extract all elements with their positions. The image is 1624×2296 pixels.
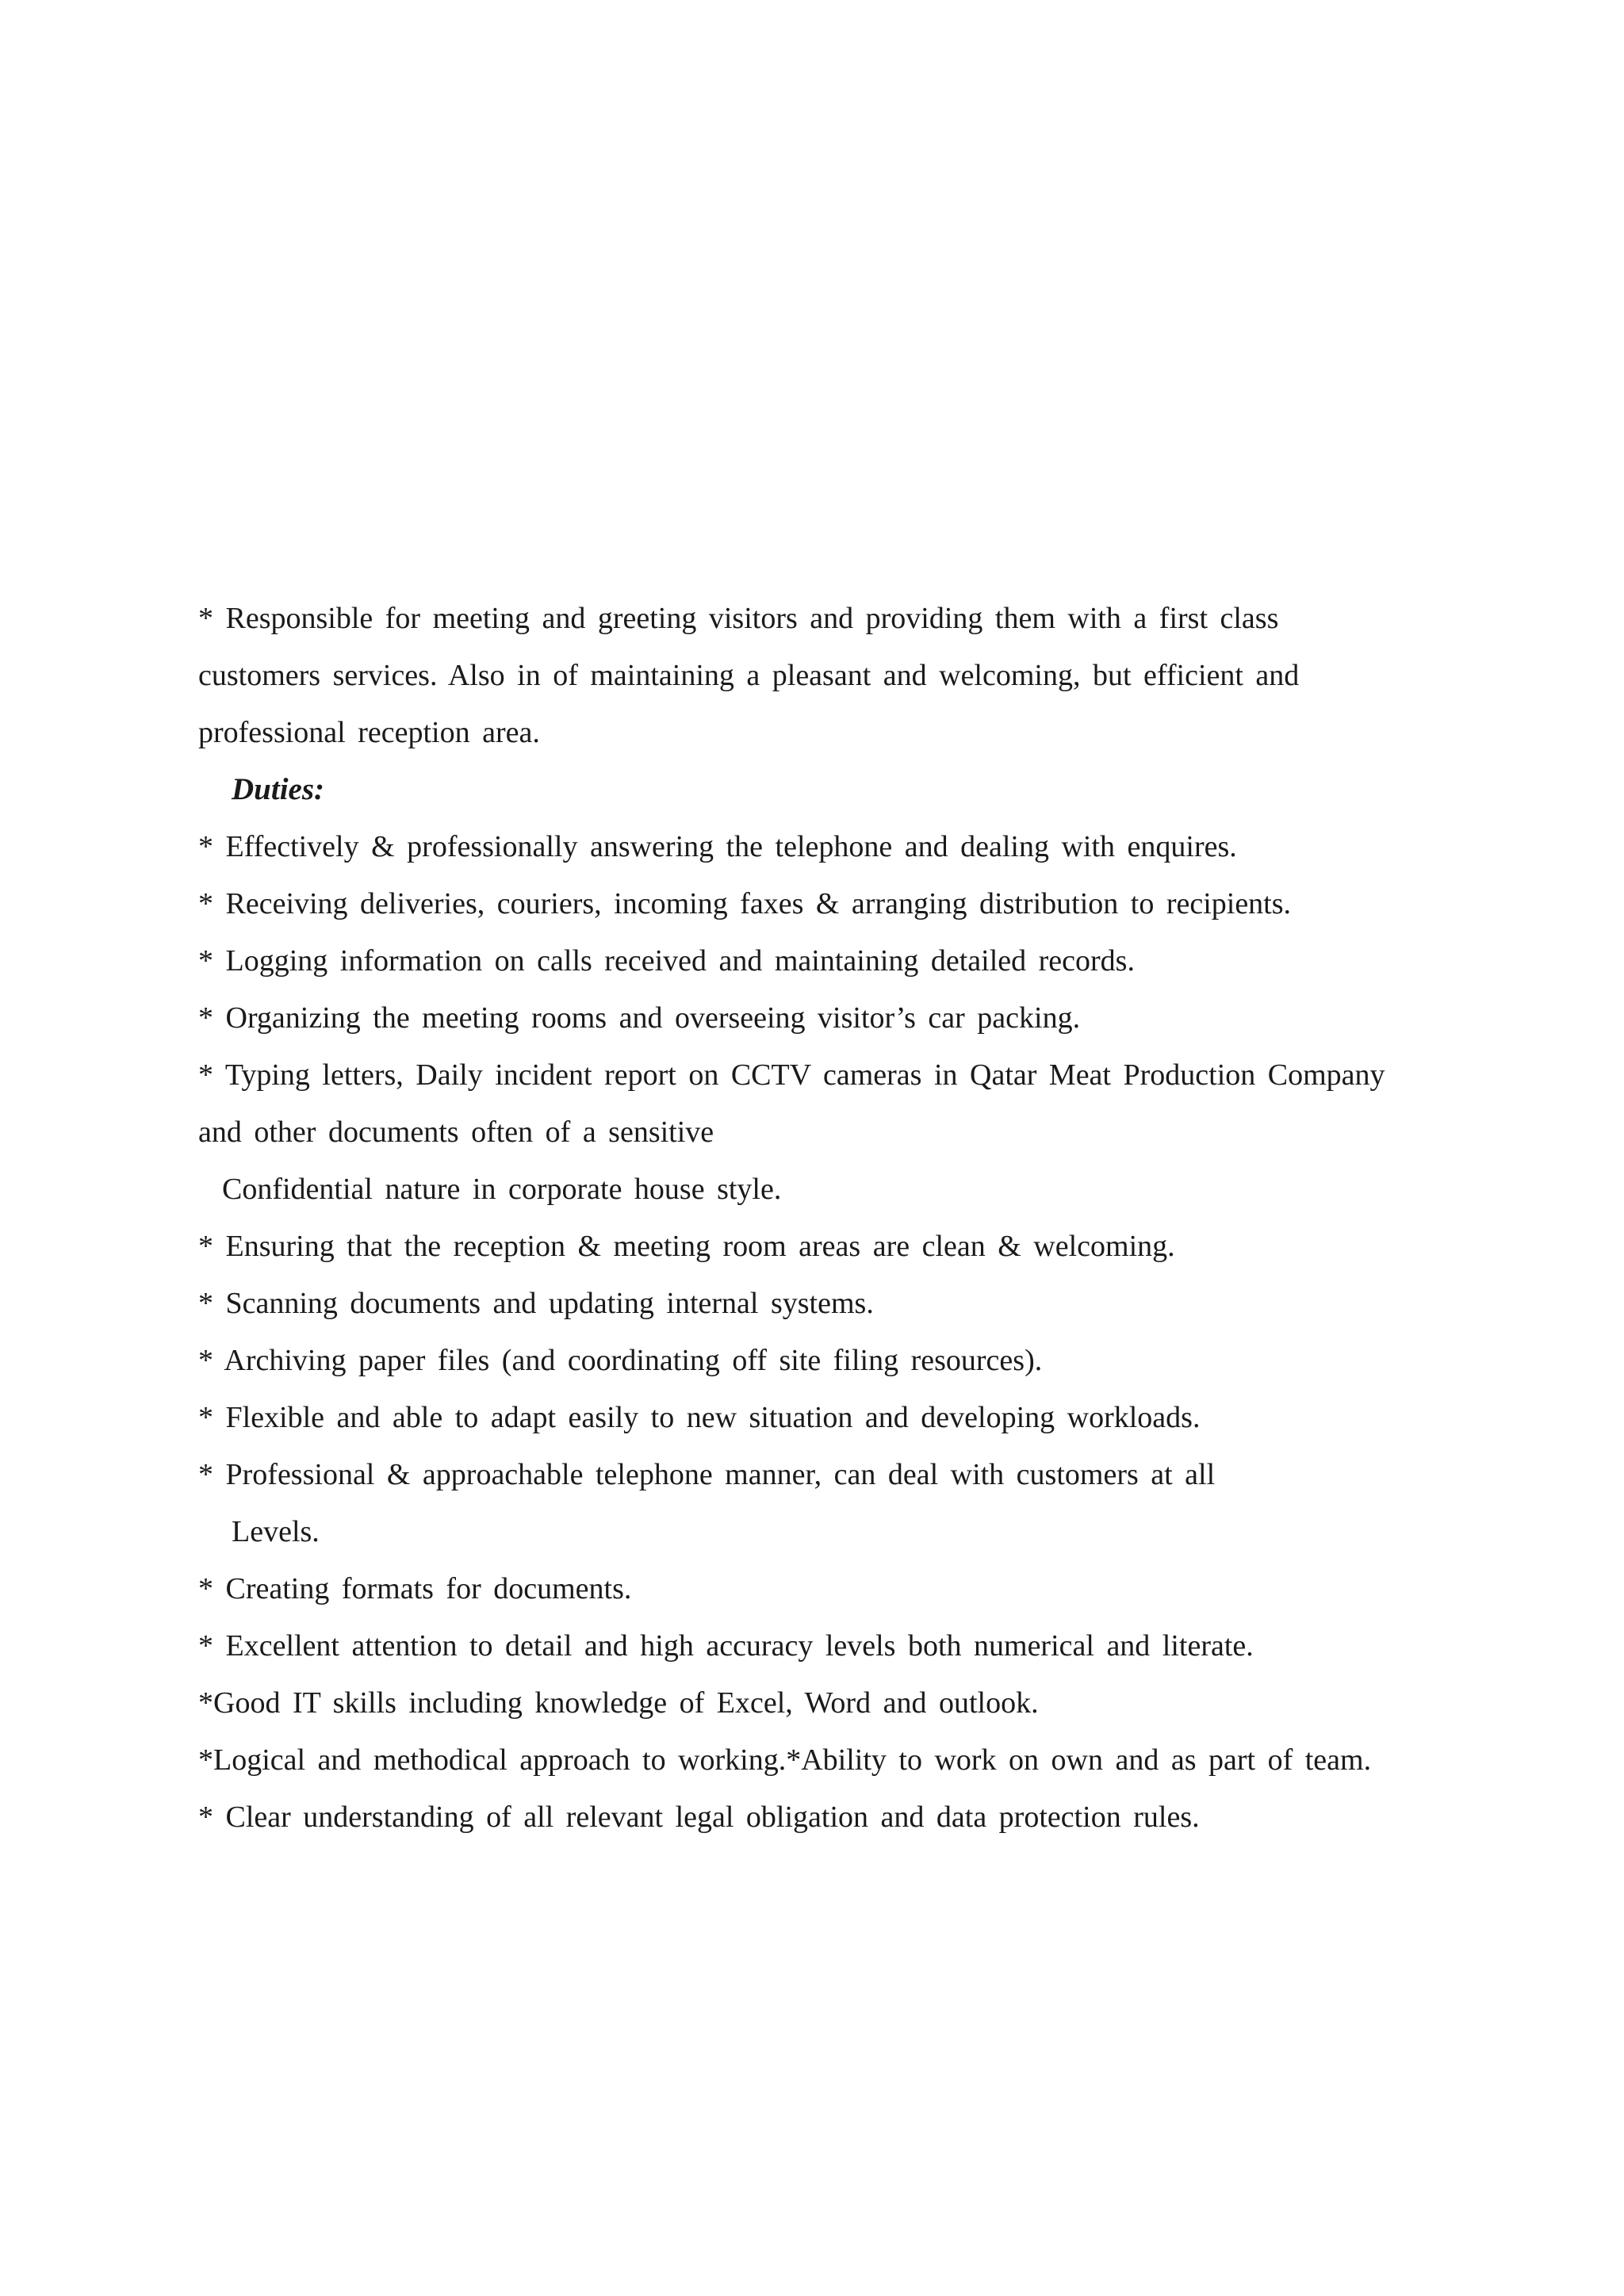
duty-item: * Professional & approachable telephone manner, can deal with customers at all — [198, 1458, 1216, 1491]
duty-item: *Good IT skills including knowledge of Excel, Word and outlook. — [198, 1686, 1039, 1720]
duty-item: * Receiving deliveries, couriers, incoming faxes & arranging distribution to recipients. — [198, 887, 1292, 920]
duty-item-continuation: Levels. — [232, 1515, 320, 1548]
duty-item: * Scanning documents and updating internal systems. — [198, 1287, 874, 1320]
intro-line-2: customers services. Also in of maintaining a pleasant and welcoming, but efficient and — [198, 659, 1300, 692]
duty-item: * Archiving paper files (and coordinating off site filing resources). — [198, 1344, 1043, 1377]
intro-line-3: professional reception area. — [198, 716, 540, 749]
duty-item: * Effectively & professionally answering the telephone and dealing with enquires. — [198, 830, 1237, 863]
duty-item: * Flexible and able to adapt easily to new situation and developing workloads. — [198, 1401, 1201, 1434]
duty-item: * Typing letters, Daily incident report on CCTV cameras in Qatar Meat Production Company — [198, 1058, 1385, 1092]
duties-heading: Duties: — [232, 772, 324, 806]
document-body — [198, 590, 1435, 1846]
duty-item: * Organizing the meeting rooms and overseeing visitor’s car packing. — [198, 1001, 1081, 1035]
duty-item-continuation: and other documents often of a sensitive — [198, 1115, 714, 1149]
duty-item: * Creating formats for documents. — [198, 1572, 632, 1605]
intro-line-1: * Responsible for meeting and greeting visitors and providing them with a first class — [198, 602, 1279, 635]
duty-item-continuation: Confidential nature in corporate house style. — [222, 1173, 782, 1206]
duty-item: * Excellent attention to detail and high accuracy levels both numerical and literate. — [198, 1629, 1254, 1663]
duty-item: *Logical and methodical approach to working.*Ability to work on own and as part of team. — [198, 1743, 1372, 1777]
duty-item: * Ensuring that the reception & meeting room areas are clean & welcoming. — [198, 1230, 1175, 1263]
duty-item: * Clear understanding of all relevant legal obligation and data protection rules. — [198, 1800, 1200, 1834]
duty-item: * Logging information on calls received and maintaining detailed records. — [198, 944, 1135, 978]
